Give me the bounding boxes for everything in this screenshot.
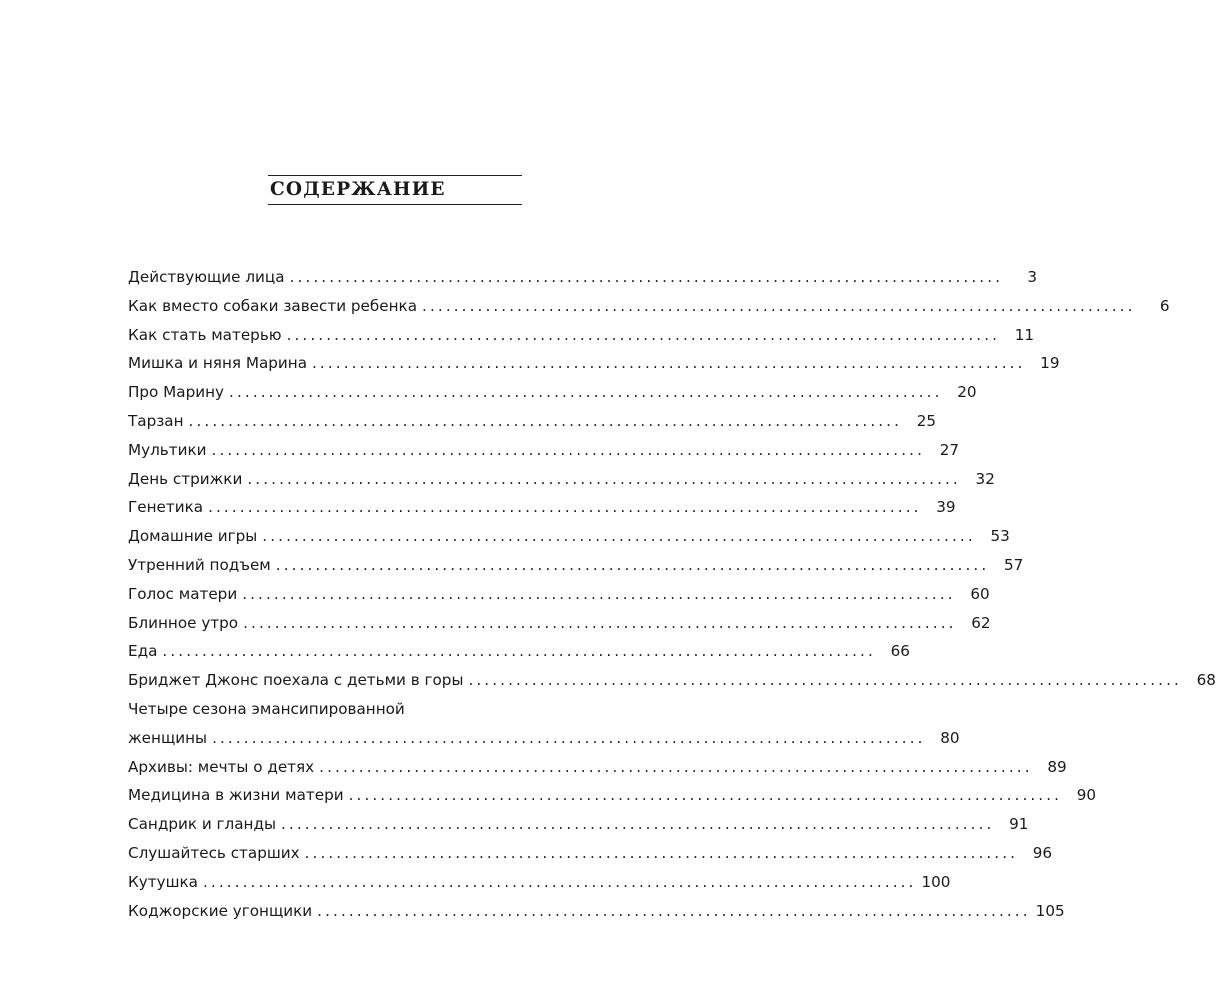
- toc-entry-title-line1: Четыре сезона эмансипированной: [128, 699, 405, 718]
- toc-entry-title: Медицина в жизни матери: [128, 786, 344, 805]
- toc-leader-dots: ..........................................................................................: [188, 411, 903, 430]
- toc-entry-title: Мишка и няня Марина: [128, 354, 307, 373]
- toc-entry[interactable]: [128, 321, 1035, 350]
- toc-entry[interactable]: [128, 465, 995, 494]
- toc-entry[interactable]: [128, 637, 910, 666]
- toc-page-number: 60: [970, 584, 990, 603]
- toc-leader-dots: ..........................................................................................: [286, 325, 1001, 344]
- toc-entry-title: Блинное утро: [128, 613, 239, 632]
- toc-entry-title: Как стать матерью: [128, 325, 282, 344]
- toc-entry[interactable]: [128, 753, 1067, 782]
- toc-leader-dots: ..........................................................................................: [243, 613, 957, 632]
- toc-page-number: 66: [890, 642, 910, 661]
- toc-entry-title: День стрижки: [128, 469, 243, 488]
- toc-entry-title: Действующие лица: [128, 268, 285, 286]
- toc-entry-title: Еда: [128, 642, 158, 661]
- toc-leader-dots: ..........................................................................................: [319, 757, 1033, 776]
- toc-entry-title: Кутушка: [128, 872, 198, 891]
- toc-leader-dots: ..........................................................................................: [262, 527, 976, 546]
- toc-page-number: 3: [1027, 268, 1038, 286]
- toc-leader-dots: ..........................................................................................: [275, 555, 990, 574]
- toc-page-number: 11: [1014, 325, 1035, 344]
- page-title: СОДЕРЖАНИЕ: [270, 179, 446, 200]
- toc-entry[interactable]: [128, 292, 1170, 321]
- toc-leader-dots: ..........................................................................................: [348, 786, 1063, 805]
- toc-entry[interactable]: [128, 695, 960, 753]
- toc-entry[interactable]: [128, 407, 937, 436]
- toc-entry-title-line2: женщины: [128, 728, 208, 747]
- toc-leader-dots: ..........................................................................................: [211, 440, 926, 459]
- toc-page-number: 90: [1076, 786, 1097, 805]
- toc-entry[interactable]: [128, 868, 951, 897]
- toc-entry-second-line: [128, 724, 960, 753]
- toc-entry[interactable]: [128, 551, 1024, 580]
- contents-heading-block: [268, 175, 522, 205]
- toc-entry-title: Домашние игры: [128, 527, 258, 546]
- toc-leader-dots: ..........................................................................................: [242, 584, 956, 603]
- toc-page-number: 100: [921, 872, 951, 891]
- toc-entry-title: Утренний подъем: [128, 555, 271, 574]
- toc-entry-title: Голос матери: [128, 584, 238, 603]
- toc-entry-title: Мультики: [128, 440, 207, 459]
- toc-entry[interactable]: [128, 839, 1053, 868]
- toc-leader-dots: ..........................................................................................: [280, 815, 995, 834]
- toc-entry[interactable]: [128, 666, 1216, 695]
- toc-page-number: 25: [916, 411, 937, 430]
- toc-entry-title: Архивы: мечты о детях: [128, 757, 315, 776]
- toc-page-number: 53: [990, 527, 1010, 546]
- toc-page-number: 96: [1032, 843, 1053, 862]
- toc-entry[interactable]: [128, 781, 1097, 810]
- toc-page-number: 39: [936, 498, 956, 517]
- toc-page-number: 20: [957, 383, 977, 402]
- heading-bottom-rule: [268, 204, 522, 205]
- toc-entry-title: Как вместо собаки завести ребенка: [128, 296, 418, 315]
- toc-entry[interactable]: [128, 580, 990, 609]
- toc-entry-title: Про Марину: [128, 383, 225, 402]
- toc-leader-dots: ..........................................................................................: [162, 642, 876, 661]
- toc-entry[interactable]: [128, 349, 1060, 378]
- toc-leader-dots: ..........................................................................................: [468, 671, 1182, 690]
- table-of-contents: [128, 263, 1216, 925]
- toc-entry-title: Бриджет Джонс поехала с детьми в горы: [128, 671, 464, 690]
- toc-page-number: 6: [1159, 296, 1170, 315]
- toc-page-number: 27: [939, 440, 960, 459]
- toc-leader-dots: ..........................................................................................: [312, 354, 1026, 373]
- toc-entry-title: Слушайтесь старших: [128, 843, 300, 862]
- toc-entry[interactable]: [128, 263, 1038, 292]
- toc-leader-dots: ..........................................................................................: [212, 728, 926, 747]
- toc-page-number: 91: [1009, 815, 1029, 834]
- toc-page-number: 89: [1047, 757, 1067, 776]
- toc-page-number: 32: [975, 469, 995, 488]
- toc-page-number: 68: [1196, 671, 1216, 690]
- toc-page-number: 62: [971, 613, 991, 632]
- toc-entry[interactable]: [128, 378, 977, 407]
- toc-entry-title: Тарзан: [128, 411, 184, 430]
- toc-entry-title: Сандрик и гланды: [128, 815, 276, 834]
- toc-page-number: 57: [1003, 555, 1024, 574]
- toc-leader-dots: ..........................................................................................: [317, 901, 1031, 920]
- toc-leader-dots: ..........................................................................................: [229, 383, 943, 402]
- toc-entry[interactable]: [128, 897, 1065, 926]
- toc-entry-title: Коджорские угонщики: [128, 901, 313, 920]
- toc-leader-dots: ..........................................................................................: [422, 296, 1136, 315]
- toc-page-number: 105: [1035, 901, 1065, 920]
- toc-leader-dots: ..........................................................................................: [247, 469, 961, 488]
- toc-entry[interactable]: [128, 609, 991, 638]
- toc-leader-dots: ..........................................................................................: [304, 843, 1019, 862]
- toc-entry[interactable]: [128, 810, 1029, 839]
- toc-page-number: 80: [940, 728, 960, 747]
- toc-entry[interactable]: [128, 522, 1010, 551]
- toc-leader-dots: ..........................................................................................: [202, 872, 917, 891]
- toc-entry-title: Генетика: [128, 498, 204, 517]
- toc-entry[interactable]: [128, 493, 956, 522]
- toc-leader-dots: ..........................................................................................: [289, 268, 1004, 286]
- toc-leader-dots: ..........................................................................................: [208, 498, 922, 517]
- toc-entry[interactable]: [128, 436, 960, 465]
- toc-page-number: 19: [1040, 354, 1060, 373]
